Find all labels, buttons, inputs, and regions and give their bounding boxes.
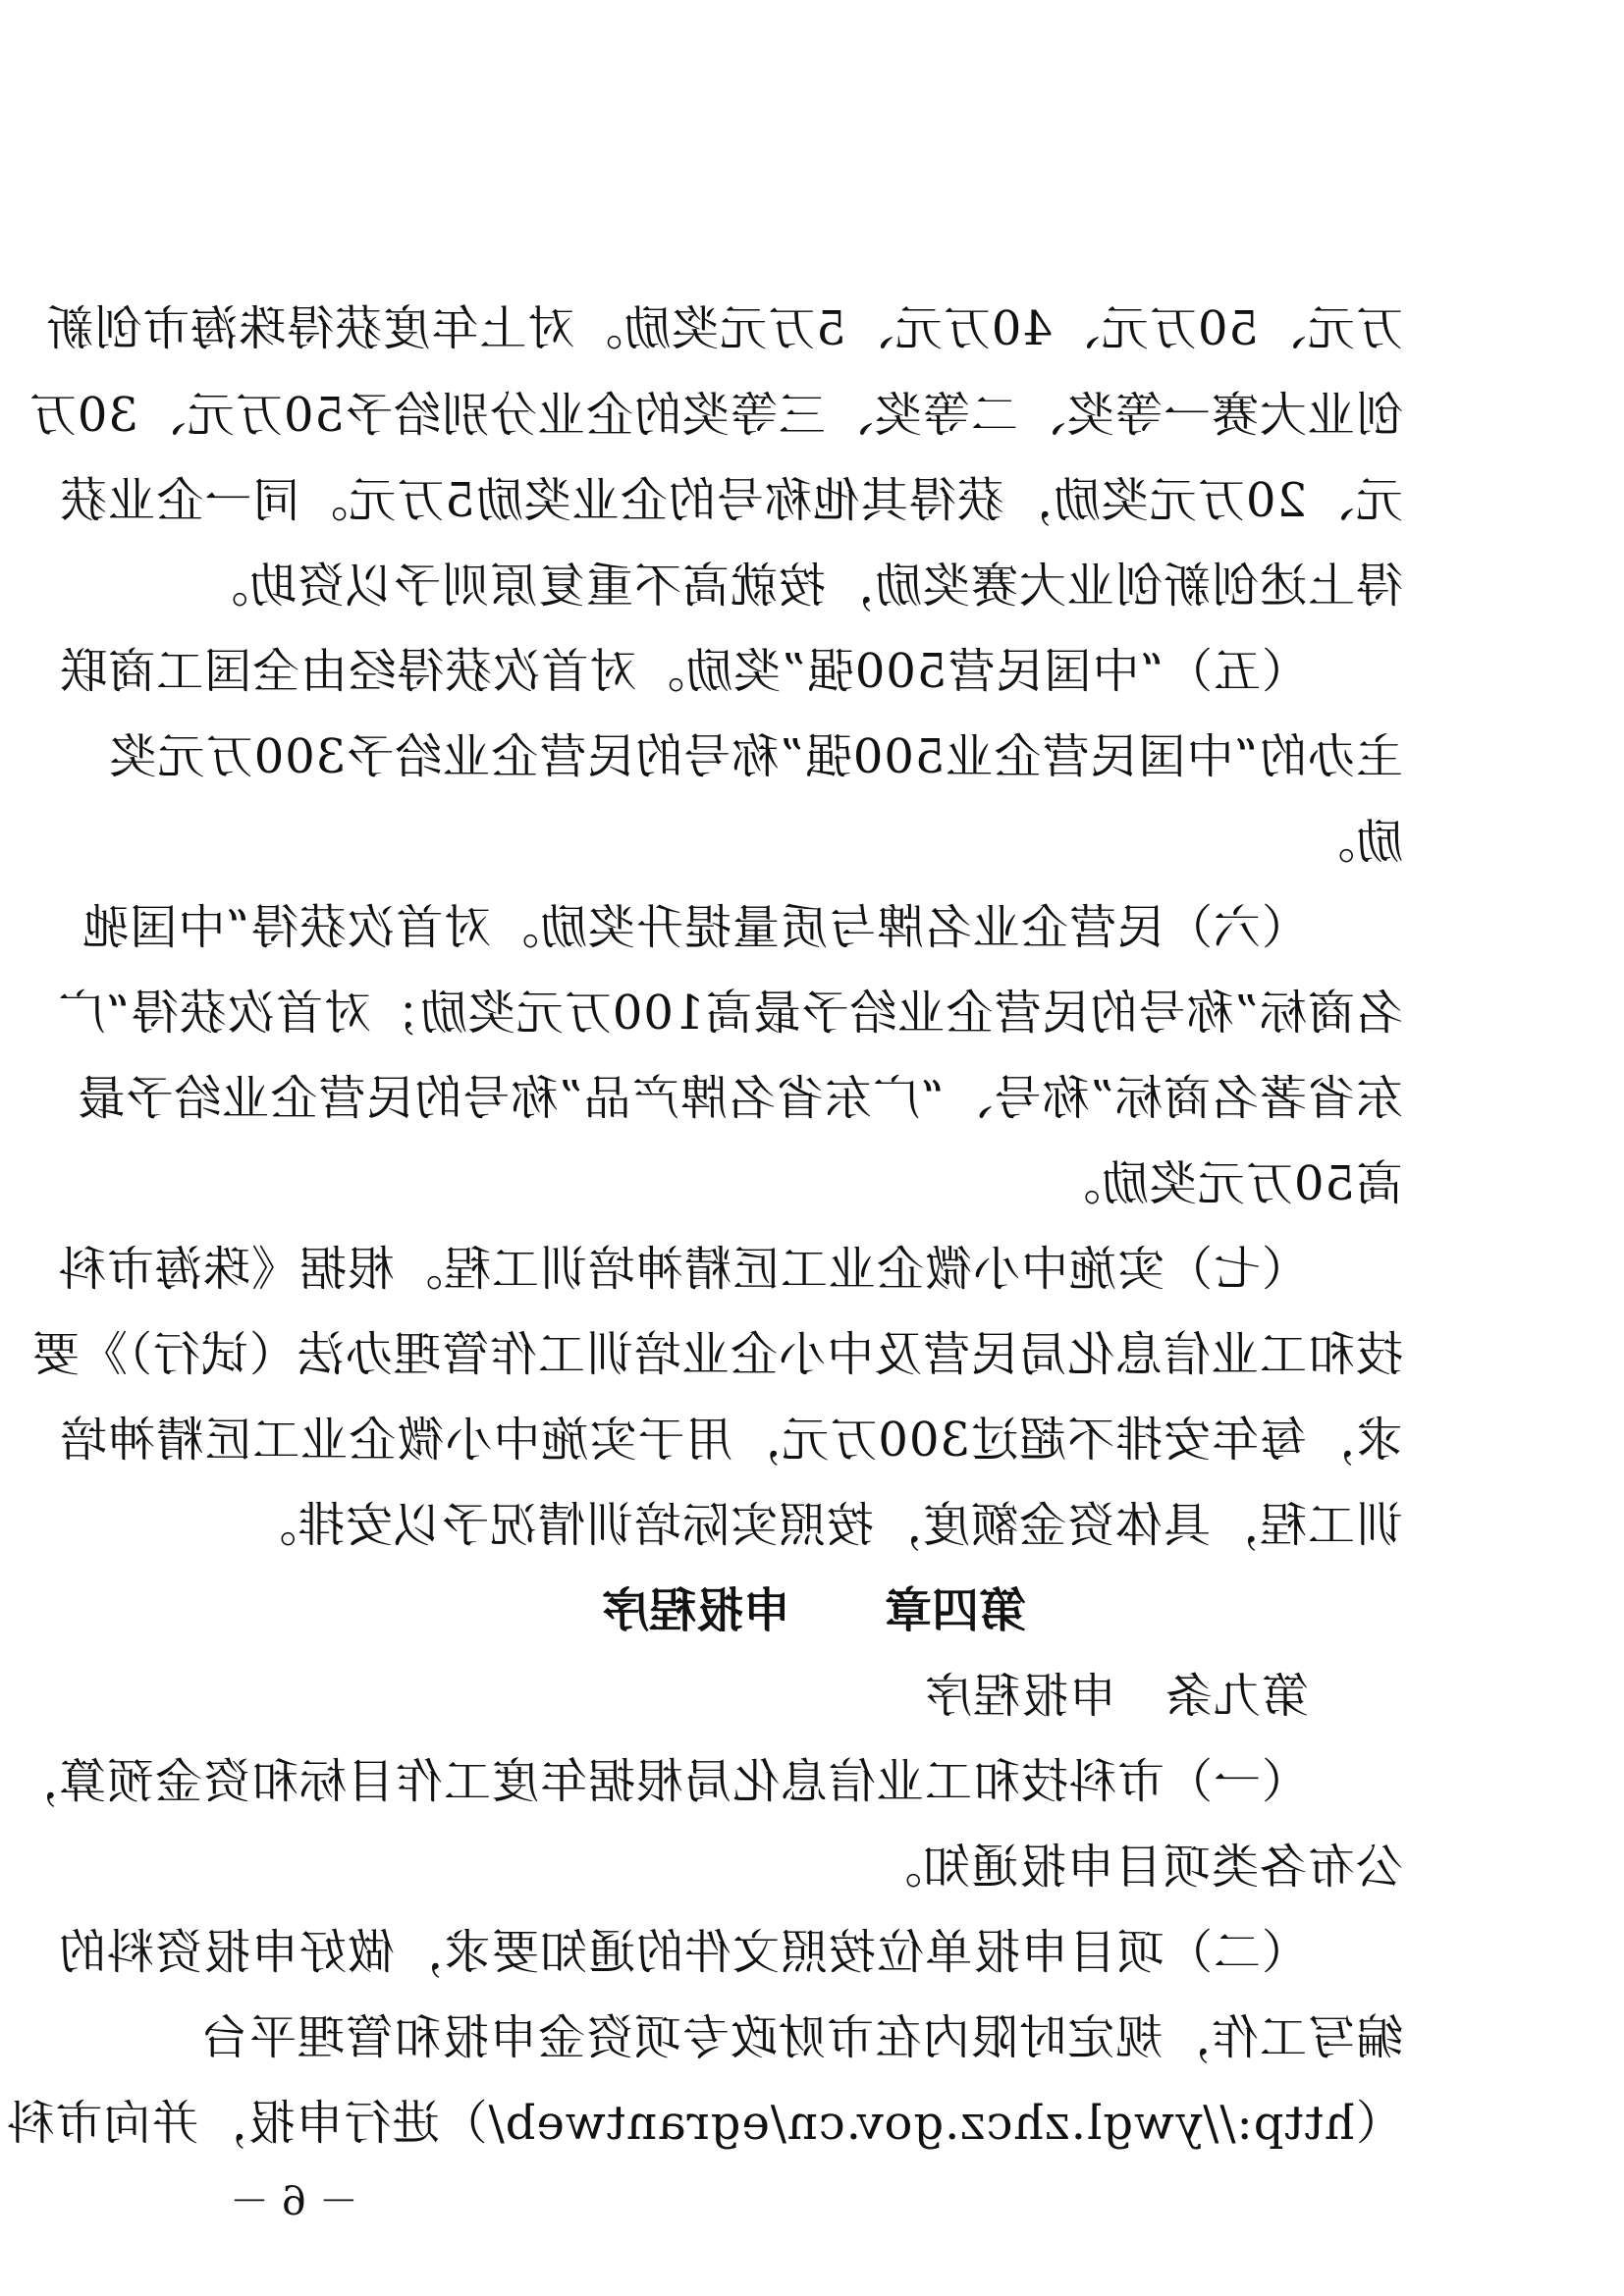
paragraph-line: （六）民营企业名牌与质量提升奖励。对首次获得“中国驰 [81,900,1309,955]
paragraph-line: 技和工业信息化局民营及中小企业培训工作管理办法（试行）》要 [30,1327,1403,1382]
paragraph-line: 编写工作，规定时限内在市财政专项资金申报和管理平台 [199,2010,1403,2065]
paragraph-line: 公布各类项目申报通知。 [873,1840,1403,1895]
article-title: 第九条 申报程序 [923,1669,1309,1724]
paragraph-line: 创业大赛一等奖、二等奖、三等奖的企业分别给予50万元、30万 [27,388,1403,443]
paragraph-line: 励。 [1306,815,1403,870]
paragraph-line: 元、20万元奖励，获得其他称号的企业奖励5万元。同一企业获 [59,473,1403,528]
paragraph-line: （http://ywgl.zhcz.gov.cn/egrantweb/）进行申报，并向市科 [6,2096,1403,2151]
paragraph-line: （一）市科技和工业信息化局根据年度工作目标和资金预算， [9,1754,1309,1809]
paragraph-line: 求，每年安排不超过300万元，用于实施中小微企业工匠精神培 [59,1413,1403,1468]
paragraph-line: 万元、50万元、40万元、5万元奖励。对上年度获得珠海市创新 [45,301,1403,356]
paragraph-line: 名商标”称号的民营企业给予最高100万元奖励；对首次获得“广 [57,986,1403,1041]
paragraph-line: （七）实施中小微企业工匠精神培训工程。根据《珠海市科 [57,1242,1309,1297]
paragraph-line: 得上述创新创业大赛奖励，按就高不重复原则予以资助。 [199,559,1403,614]
paragraph-line: （五）“中国民营500强”奖励。对首次获得经由全国工商联 [59,644,1309,699]
chapter-heading: 第四章 申报程序 [602,1583,1027,1638]
paragraph-line: 高50万元奖励。 [1052,1156,1403,1211]
paragraph-line: 主办的“中国民营企业500强”称号的民营企业给予300万元奖 [108,729,1403,784]
paragraph-line: （二）项目申报单位按照文件的通知要求，做好申报资料的 [57,1925,1309,1980]
paragraph-line: 训工程，具体资金额度，按照实际培训情况予以安排。 [247,1498,1403,1553]
page-number: － 6 － [230,2179,358,2224]
paragraph-line: 东省著名商标”称号、“广东省名牌产品”称号的民营企业给予最 [77,1071,1403,1126]
